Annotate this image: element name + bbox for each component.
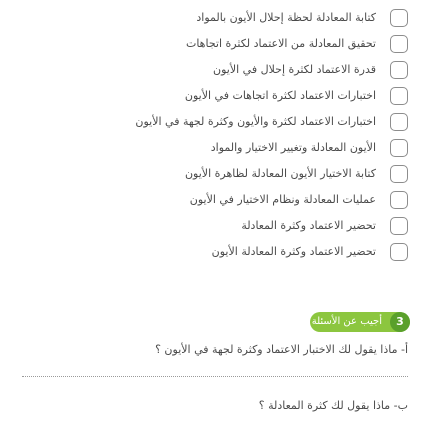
checkbox[interactable] bbox=[390, 61, 408, 79]
checkbox[interactable] bbox=[390, 217, 408, 235]
checkbox[interactable] bbox=[390, 139, 408, 157]
checklist-item[interactable] bbox=[0, 6, 430, 32]
section-tab-label: أجيب عن الأسئلة bbox=[311, 316, 382, 327]
checkbox[interactable] bbox=[390, 35, 408, 53]
checklist-item[interactable] bbox=[0, 136, 430, 162]
section-tab bbox=[310, 312, 410, 332]
checklist-item-text: الأيون المعادلة وتغيير الاختيار والمواد bbox=[210, 141, 376, 154]
checkbox[interactable] bbox=[390, 113, 408, 131]
checklist-item-text: كتابة المعادلة لحظة إحلال الأيون بالمواد bbox=[196, 11, 376, 24]
checklist-item-text: عمليات المعادلة ونظام الاختيار في الأيون bbox=[189, 193, 376, 206]
checklist-item-text: اختبارات الاعتماد لكثرة والأيون وكثرة لجهة في الأيون bbox=[135, 115, 376, 128]
checklist-item-text: اختبارات الاعتماد لكثرة اتجاهات في الأيون bbox=[184, 89, 376, 102]
checkbox[interactable] bbox=[390, 87, 408, 105]
checklist-item[interactable] bbox=[0, 188, 430, 214]
checkbox[interactable] bbox=[390, 191, 408, 209]
checklist-item[interactable] bbox=[0, 214, 430, 240]
checklist-item[interactable] bbox=[0, 58, 430, 84]
question-2: ب- ماذا يقول لك كثرة المعادلة ؟ bbox=[258, 399, 408, 412]
checklist-item[interactable] bbox=[0, 240, 430, 266]
checklist-item-text: تحضير الاعتماد وكثرة المعادلة الأيون bbox=[211, 245, 376, 258]
checklist-item-text: كتابة الاختيار الأيون المعادلة لظاهرة الأيون bbox=[184, 167, 376, 180]
checklist-item-text: قدرة الاعتماد لكثرة إحلال في الأيون bbox=[213, 63, 376, 76]
checklist-item[interactable] bbox=[0, 162, 430, 188]
checkbox[interactable] bbox=[390, 165, 408, 183]
checklist-item-text: تحضير الاعتماد وكثرة المعادلة bbox=[241, 219, 376, 232]
checklist-item[interactable] bbox=[0, 110, 430, 136]
section-number-badge: 3 bbox=[390, 312, 410, 332]
checkbox[interactable] bbox=[390, 9, 408, 27]
answer-line[interactable] bbox=[22, 376, 408, 377]
question-1: أ- ماذا يقول لك الاختبار الاعتماد وكثرة لجهة في الأيون ؟ bbox=[155, 343, 408, 356]
checkbox[interactable] bbox=[390, 243, 408, 261]
checklist-item[interactable] bbox=[0, 32, 430, 58]
checklist-item-text: تحقيق المعادلة من الاعتماد لكثرة اتجاهات bbox=[185, 37, 376, 50]
checklist-item[interactable] bbox=[0, 84, 430, 110]
